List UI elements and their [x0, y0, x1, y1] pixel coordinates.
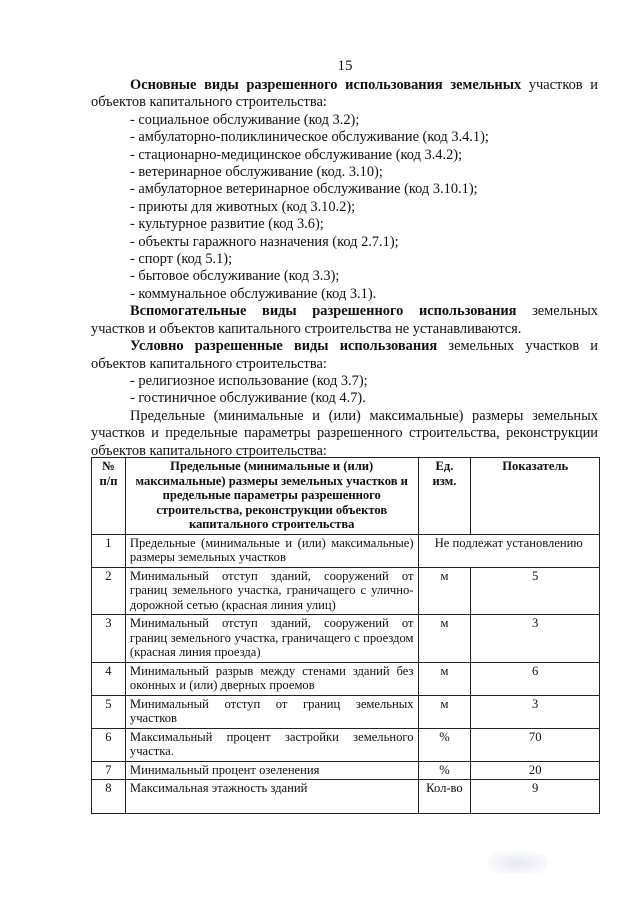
row-value: 3: [471, 615, 600, 663]
row-num: 3: [92, 615, 126, 663]
auxiliary-rest: земельных участков и объектов капитального строительства не устанавливаются.: [91, 303, 598, 337]
table-row: [92, 780, 600, 814]
row-value: 70: [471, 728, 600, 761]
row-value: 20: [471, 761, 600, 780]
parameters-table: [91, 457, 600, 814]
header-value: Показатель: [471, 458, 600, 535]
row-unit: Кол-во: [418, 780, 471, 814]
list-item: - приюты для животных (код 3.10.2);: [130, 198, 356, 215]
row-unit: %: [418, 728, 471, 761]
limits-paragraph: Предельные (минимальные и (или) максимальные) размеры земельных участков и предельные параметры разрешенного строительства, реконструкции объектов капитального строительства:: [91, 407, 598, 459]
row-merged-value: Не подлежат установлению: [418, 534, 599, 567]
list-item: - ветеринарное обслуживание (код. 3.10);: [130, 164, 383, 181]
row-unit: м: [418, 695, 471, 728]
row-unit: м: [418, 615, 471, 663]
row-num: 1: [92, 534, 126, 567]
page-number: 15: [337, 58, 353, 74]
conditional-title: Условно разрешенные виды использования: [130, 338, 438, 355]
list-item: - коммунальное обслуживание (код 3.1).: [130, 285, 377, 302]
main-permitted-heading: [91, 77, 598, 112]
row-value: 6: [471, 662, 600, 695]
list-item: - культурное развитие (код 3.6);: [130, 216, 324, 233]
table-row: [92, 534, 600, 567]
list-item: - объекты гаражного назначения (код 2.7.1);: [130, 233, 399, 250]
row-param: Минимальный процент озеленения: [125, 761, 418, 780]
table-row: [92, 728, 600, 761]
list-item: - гостиничное обслуживание (код 4.7).: [130, 390, 366, 407]
table-row: [92, 567, 600, 615]
row-num: 7: [92, 761, 126, 780]
conditional-heading: [91, 338, 598, 373]
conditional-rest: земельных участков и объектов капитального строительства:: [91, 338, 598, 372]
main-permitted-title: Основные виды разрешенного использования земельных: [130, 77, 522, 93]
conditional-list: [91, 373, 598, 408]
row-value: 5: [471, 567, 600, 615]
header-param: Предельные (минимальные и (или) максимальные) размеры земельных участков и предельные параметры разрешенного строительства, реконструкции объектов капитального строительства: [125, 458, 418, 535]
row-param: Максимальный процент застройки земельного участка.: [125, 728, 418, 761]
row-num: 2: [92, 567, 126, 615]
table-row: [92, 695, 600, 728]
auxiliary-title: Вспомогательные виды разрешенного использования: [130, 303, 517, 320]
row-param: Минимальный отступ зданий, сооружений от границ земельного участка, граничащего с проездом (красная линия проезда): [125, 615, 418, 663]
main-permitted-list: [91, 112, 598, 303]
row-num: 6: [92, 728, 126, 761]
header-num: № п/п: [92, 458, 126, 535]
list-item: - социальное обслуживание (код 3.2);: [130, 111, 360, 128]
list-item: - амбулаторное ветеринарное обслуживание (код 3.10.1);: [130, 181, 478, 198]
row-num: 8: [92, 780, 126, 814]
table-header-row: [92, 458, 600, 535]
table-row: [92, 761, 600, 780]
list-item: - религиозное использование (код 3.7);: [130, 372, 368, 389]
faint-stamp-mark: [488, 852, 548, 874]
row-param: Минимальный отступ зданий, сооружений от границ земельного участка, граничащего с улично-дорожной сетью (красная линия улиц): [125, 567, 418, 615]
list-item: - амбулаторно-поликлиническое обслуживание (код 3.4.1);: [130, 129, 489, 146]
table-row: [92, 615, 600, 663]
header-unit: Ед. изм.: [418, 458, 471, 535]
row-value: 9: [471, 780, 600, 814]
row-param: Минимальный отступ от границ земельных участков: [125, 695, 418, 728]
row-unit: м: [418, 662, 471, 695]
list-item: - спорт (код 5.1);: [130, 251, 233, 268]
row-num: 5: [92, 695, 126, 728]
row-unit: %: [418, 761, 471, 780]
auxiliary-paragraph: [91, 303, 598, 338]
row-unit: м: [418, 567, 471, 615]
table-row: [92, 662, 600, 695]
list-item: - стационарно-медицинское обслуживание (код 3.4.2);: [130, 146, 463, 163]
document-body: [91, 77, 598, 460]
row-param: Предельные (минимальные и (или) максимальные) размеры земельных участков: [125, 534, 418, 567]
row-value: 3: [471, 695, 600, 728]
row-param: Максимальная этажность зданий: [125, 780, 418, 814]
main-permitted-title-rest: участков и объектов капитального строительства:: [91, 77, 598, 111]
row-num: 4: [92, 662, 126, 695]
row-param: Минимальный разрыв между стенами зданий без оконных и (или) дверных проемов: [125, 662, 418, 695]
list-item: - бытовое обслуживание (код 3.3);: [130, 268, 340, 285]
